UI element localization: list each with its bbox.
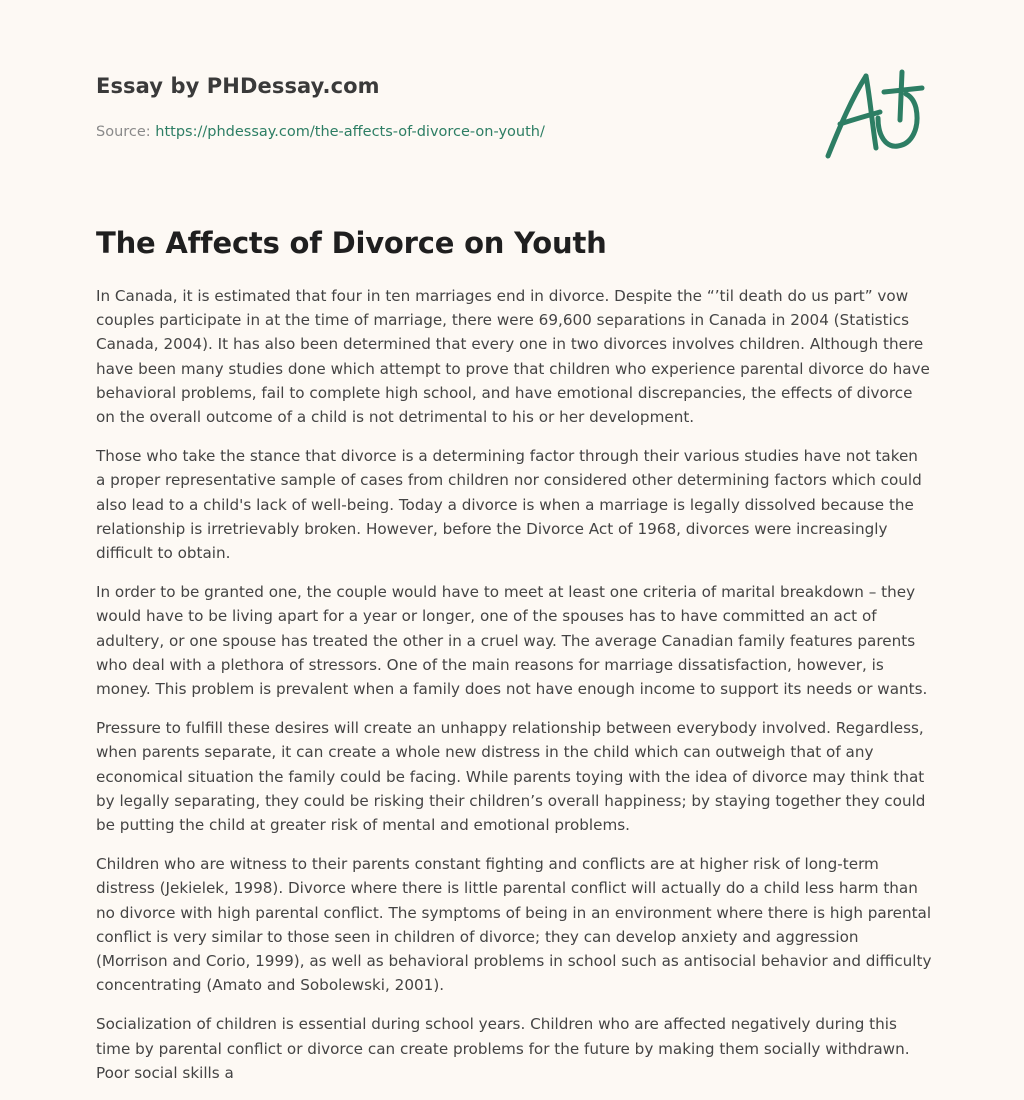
paragraph: Socialization of children is essential during school years. Children who are affected negatively during this time by parental conflict or divorce can create problems for the future by making them socially withdrawn. Poor social skills a (96, 1015, 910, 1082)
site-brand: Essay by PHDessay.com (96, 74, 380, 98)
paragraph: Those who take the stance that divorce is a determining factor through their various studies have not taken a proper representative sample of cases from children nor considered other determining factors which could also lead to a child's lack of well-being. Today a divorce is when a marriage is legally dissolved because the relationship is irretrievably broken. However, before the Divorce Act of 1968, divorces were increasingly difficult to obtain. (96, 447, 922, 563)
source-link[interactable]: https://phdessay.com/the-affects-of-divorce-on-youth/ (155, 124, 545, 140)
header (96, 74, 926, 184)
essay-title: The Affects of Divorce on Youth (96, 226, 607, 260)
paragraph: In Canada, it is estimated that four in ten marriages end in divorce. Despite the “’til death do us part” vow couples participate in at the time of marriage, there were 69,600 separations in Canada in 2004 (Statistics Canada, 2004). It has also been determined that every one in two divorces involves children. Although there have been many studies done which attempt to prove that children who experience parental divorce do have behavioral problems, fail to complete high school, and have emotional discrepancies, the effects of divorce on the overall outcome of a child is not detrimental to his or her development. (96, 287, 930, 427)
source-line (96, 124, 545, 140)
paragraph: Children who are witness to their parents constant fighting and conflicts are at higher risk of long-term distress (Jekielek, 1998). Divorce where there is little parental conflict will actually do a child less harm than no divorce with high parental conflict. The symptoms of being in an environment where there is high parental conflict is very similar to those seen in children of divorce; they can develop anxiety and aggression (Morrison and Corio, 1999), as well as behavioral problems in school such as antisocial behavior and difficulty concentrating (Amato and Sobolewski, 2001). (96, 855, 932, 995)
source-label: Source: (96, 124, 156, 140)
essay-body (96, 284, 932, 1100)
paragraph: Pressure to fulfill these desires will create an unhappy relationship between everybody involved. Regardless, when parents separate, it can create a whole new distress in the child which can outweigh that of any economical situation the family could be facing. While parents toying with the idea of divorce may think that by legally separating, they could be risking their children’s overall happiness; by staying together they could be putting the child at greater risk of mental and emotional problems. (96, 719, 926, 835)
a-plus-logo-icon (822, 66, 926, 162)
paragraph: In order to be granted one, the couple would have to meet at least one criteria of marital breakdown – they would have to be living apart for a year or longer, one of the spouses has to have committed an act of adultery, or one spouse has treated the other in a cruel way. The average Canadian family features parents who deal with a plethora of stressors. One of the main reasons for marriage dissatisfaction, however, is money. This problem is prevalent when a family does not have enough income to support its needs or wants. (96, 583, 928, 699)
